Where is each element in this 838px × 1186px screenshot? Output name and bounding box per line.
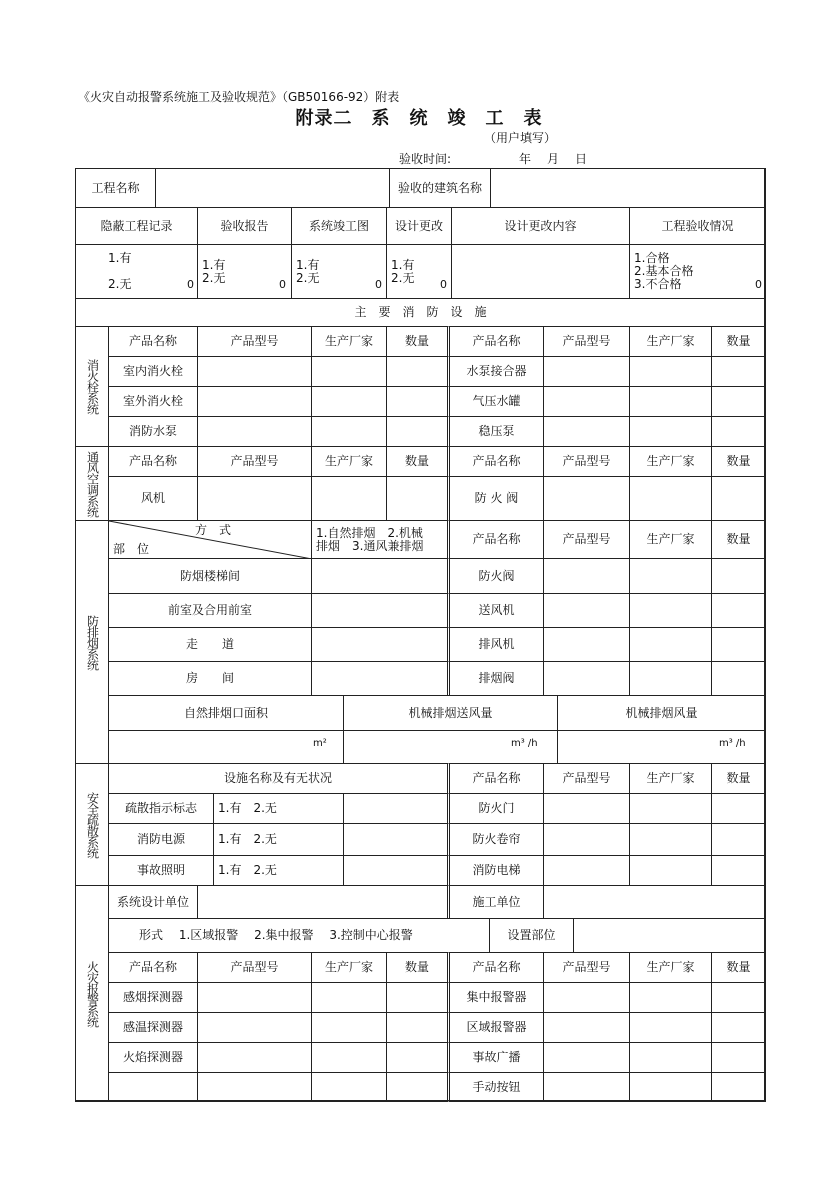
blank-field — [629, 1042, 712, 1073]
product-name: 风机 — [108, 476, 198, 521]
blank-field — [711, 1072, 766, 1102]
diagonal-header — [108, 520, 312, 559]
column-header: 生产厂家 — [629, 446, 712, 477]
product-name: 感温探测器 — [108, 1012, 198, 1043]
product-name: 防火卷帘 — [449, 823, 544, 856]
unit-label: m³ /h — [719, 738, 746, 749]
blank-field — [629, 386, 712, 417]
evac-item: 疏散指示标志 — [108, 793, 214, 824]
product-name: 室内消火栓 — [108, 356, 198, 387]
blank-field — [543, 386, 630, 417]
doc-header: 设计更改 — [386, 207, 452, 245]
smoke-metric-label: 机械排烟风量 — [557, 695, 766, 731]
column-header: 生产厂家 — [311, 326, 387, 357]
doc-value — [451, 244, 630, 299]
diag-bottom-label: 部 位 — [113, 542, 150, 556]
blank-field — [543, 356, 630, 387]
column-header: 数量 — [711, 326, 766, 357]
blank-field — [711, 476, 766, 521]
blank-field — [543, 1042, 630, 1073]
column-header: 数量 — [386, 446, 450, 477]
product-name: 火焰探测器 — [108, 1042, 198, 1073]
blank-field — [543, 627, 630, 662]
blank-field — [197, 885, 450, 919]
blank-field — [543, 1072, 630, 1102]
column-header: 产品型号 — [197, 326, 312, 357]
smoke-methods: 1.自然排烟 2.机械 排烟 3.通风兼排烟 — [311, 520, 450, 559]
column-header: 数量 — [386, 952, 450, 983]
column-header: 产品型号 — [543, 520, 630, 559]
blank-field — [490, 168, 766, 208]
blank-field — [711, 416, 766, 447]
blank-field — [629, 558, 712, 594]
column-header: 生产厂家 — [629, 520, 712, 559]
blank-field — [311, 1042, 387, 1073]
blank-field — [386, 1072, 450, 1102]
column-header: 数量 — [711, 446, 766, 477]
blank-field — [543, 593, 630, 628]
section-label-evac: 安全疏散系统 — [75, 763, 109, 886]
doc-header: 设计更改内容 — [451, 207, 630, 245]
blank-field — [343, 823, 450, 856]
column-header: 产品型号 — [197, 446, 312, 477]
doc-value: 1.有 2.无 — [197, 244, 292, 299]
product-name: 稳压泵 — [449, 416, 544, 447]
product-name: 手动按钮 — [449, 1072, 544, 1102]
blank-field — [543, 1012, 630, 1043]
page-title: 附录二 系 统 竣 工 表 — [295, 108, 543, 129]
column-header: 生产厂家 — [311, 446, 387, 477]
blank-field — [386, 476, 450, 521]
smoke-metric-label: 机械排烟送风量 — [343, 695, 558, 731]
blank-field — [543, 416, 630, 447]
product-name: 水泵接合器 — [449, 356, 544, 387]
blank-field — [629, 793, 712, 824]
product-name: 集中报警器 — [449, 982, 544, 1013]
diag-top-label: 方 式 — [195, 523, 232, 537]
project-name-label: 工程名称 — [75, 168, 156, 208]
smoke-location: 前室及合用前室 — [108, 593, 312, 628]
doc-value: 1.合格 2.基本合格 3.不合格 — [629, 244, 766, 299]
column-header: 产品型号 — [197, 952, 312, 983]
blank-field — [543, 823, 630, 856]
blank-field — [386, 1042, 450, 1073]
blank-field — [311, 416, 387, 447]
blank-field — [711, 823, 766, 856]
blank-field — [311, 593, 450, 628]
smoke-location: 走 道 — [108, 627, 312, 662]
blank-field — [629, 627, 712, 662]
blank-field — [711, 1012, 766, 1043]
smoke-location: 房 间 — [108, 661, 312, 696]
product-name: 消防水泵 — [108, 416, 198, 447]
product-name: 感烟探测器 — [108, 982, 198, 1013]
smoke-location: 防烟楼梯间 — [108, 558, 312, 594]
zero-value: 0 — [755, 278, 762, 291]
blank-field — [629, 1072, 712, 1102]
blank-field — [197, 1072, 312, 1102]
blank-field — [197, 982, 312, 1013]
blank-field — [197, 1012, 312, 1043]
blank-field — [543, 661, 630, 696]
design-unit-label: 系统设计单位 — [108, 885, 198, 919]
column-header: 数量 — [711, 952, 766, 983]
column-header: 产品名称 — [449, 763, 544, 794]
section-label-hvac: 通风空调系统 — [75, 446, 109, 521]
column-header: 生产厂家 — [629, 326, 712, 357]
column-header: 产品名称 — [108, 446, 198, 477]
blank-field — [711, 558, 766, 594]
unit-label: m² — [313, 738, 327, 749]
blank-field — [711, 593, 766, 628]
blank-field — [311, 1072, 387, 1102]
zero-value: 0 — [375, 278, 382, 291]
blank-field — [711, 627, 766, 662]
product-name: 排风机 — [449, 627, 544, 662]
blank-field — [711, 386, 766, 417]
blank-field — [311, 627, 450, 662]
blank-field — [543, 982, 630, 1013]
column-header: 生产厂家 — [629, 763, 712, 794]
zero-value: 0 — [187, 278, 194, 291]
evac-status: 1.有 2.无 — [213, 823, 344, 856]
column-header: 产品名称 — [449, 952, 544, 983]
blank-field — [543, 793, 630, 824]
blank-field — [197, 476, 312, 521]
zero-value: 0 — [279, 278, 286, 291]
blank-field — [197, 416, 312, 447]
alarm-location-label: 设置部位 — [489, 918, 574, 953]
product-name: 区域报警器 — [449, 1012, 544, 1043]
product-name: 送风机 — [449, 593, 544, 628]
product-name: 室外消火栓 — [108, 386, 198, 417]
source-note: 《火灾自动报警系统施工及验收规范》（GB50166-92）附表 — [78, 90, 400, 104]
blank-field — [386, 356, 450, 387]
blank-field — [311, 476, 387, 521]
blank-field — [629, 982, 712, 1013]
column-header: 产品型号 — [543, 326, 630, 357]
construction-unit-label: 施工单位 — [449, 885, 544, 919]
blank-field — [543, 855, 630, 886]
blank-field — [386, 982, 450, 1013]
evac-header: 设施名称及有无状况 — [108, 763, 450, 794]
doc-header: 工程验收情况 — [629, 207, 766, 245]
blank-field — [629, 823, 712, 856]
blank-field — [629, 1012, 712, 1043]
column-header: 数量 — [386, 326, 450, 357]
smoke-metric-label: 自然排烟口面积 — [108, 695, 344, 731]
unit-label: m³ /h — [511, 738, 538, 749]
column-header: 产品名称 — [449, 326, 544, 357]
section-title: 主 要 消 防 设 施 — [75, 298, 766, 327]
section-label-hydrant: 消火栓系统 — [75, 326, 109, 447]
blank-field — [197, 1042, 312, 1073]
section-label-smoke: 防排烟系统 — [75, 520, 109, 764]
doc-value: 1.有 2.无 — [75, 244, 198, 299]
blank-field — [711, 793, 766, 824]
column-header: 产品型号 — [543, 952, 630, 983]
subtitle: （用户填写） — [484, 131, 557, 145]
section-label-alarm: 火灾报警系统 — [75, 885, 109, 1102]
evac-status: 1.有 2.无 — [213, 855, 344, 886]
blank-field — [711, 1042, 766, 1073]
product-name — [108, 1072, 198, 1102]
blank-field — [386, 386, 450, 417]
column-header: 产品名称 — [449, 520, 544, 559]
blank-field — [573, 918, 766, 953]
column-header: 产品名称 — [108, 326, 198, 357]
product-name: 消防电梯 — [449, 855, 544, 886]
evac-status: 1.有 2.无 — [213, 793, 344, 824]
doc-header: 验收报告 — [197, 207, 292, 245]
product-name: 防火门 — [449, 793, 544, 824]
blank-field — [197, 356, 312, 387]
column-header: 数量 — [711, 763, 766, 794]
zero-value: 0 — [440, 278, 447, 291]
blank-field — [311, 1012, 387, 1043]
evac-item: 事故照明 — [108, 855, 214, 886]
blank-field — [311, 982, 387, 1013]
blank-field — [108, 730, 344, 764]
doc-value: 1.有 2.无 — [386, 244, 452, 299]
doc-header: 隐蔽工程记录 — [75, 207, 198, 245]
blank-field — [155, 168, 390, 208]
blank-field — [386, 1012, 450, 1043]
building-name-label: 验收的建筑名称 — [389, 168, 491, 208]
blank-field — [629, 356, 712, 387]
blank-field — [386, 416, 450, 447]
blank-field — [543, 885, 766, 919]
product-name: 气压水罐 — [449, 386, 544, 417]
blank-field — [711, 661, 766, 696]
blank-field — [543, 558, 630, 594]
evac-item: 消防电源 — [108, 823, 214, 856]
blank-field — [197, 386, 312, 417]
blank-field — [629, 593, 712, 628]
column-header: 产品名称 — [449, 446, 544, 477]
alarm-form: 形式 1.区域报警 2.集中报警 3.控制中心报警 — [108, 918, 490, 953]
column-header: 产品名称 — [108, 952, 198, 983]
date-value: 年 月 日 — [519, 152, 590, 166]
product-name: 防火阀 — [449, 558, 544, 594]
blank-field — [311, 386, 387, 417]
doc-value: 1.有 2.无 — [291, 244, 387, 299]
blank-field — [629, 855, 712, 886]
column-header: 产品型号 — [543, 446, 630, 477]
blank-field — [629, 661, 712, 696]
blank-field — [629, 476, 712, 521]
blank-field — [311, 558, 450, 594]
product-name: 防 火 阀 — [449, 476, 544, 521]
product-name: 排烟阀 — [449, 661, 544, 696]
product-name: 事故广播 — [449, 1042, 544, 1073]
date-label: 验收时间: — [399, 152, 452, 166]
blank-field — [629, 416, 712, 447]
blank-field — [311, 356, 387, 387]
column-header: 数量 — [711, 520, 766, 559]
column-header: 生产厂家 — [311, 952, 387, 983]
doc-header: 系统竣工图 — [291, 207, 387, 245]
column-header: 产品型号 — [543, 763, 630, 794]
blank-field — [711, 356, 766, 387]
blank-field — [343, 793, 450, 824]
blank-field — [543, 476, 630, 521]
blank-field — [711, 855, 766, 886]
blank-field — [343, 855, 450, 886]
column-header: 生产厂家 — [629, 952, 712, 983]
blank-field — [711, 982, 766, 1013]
blank-field — [311, 661, 450, 696]
